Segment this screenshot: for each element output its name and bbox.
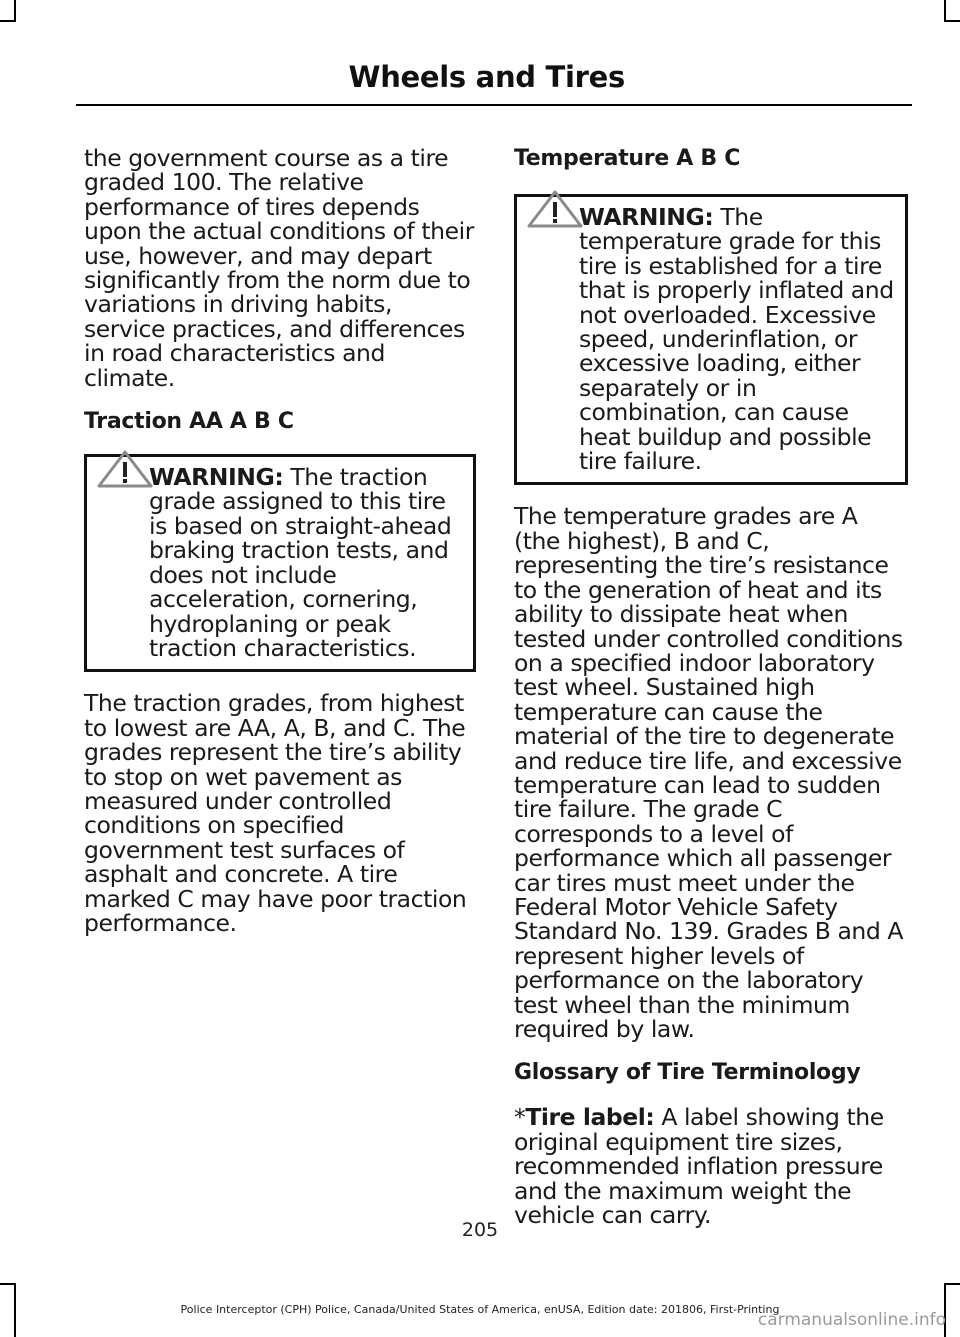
left-column xyxy=(84,146,476,954)
footer-edition-info: Police Interceptor (CPH) Police, Canada/United States of America, enUSA, Edition date: 201806, First-Printing xyxy=(180,1303,780,1316)
intro-paragraph: the government course as a tire graded 100. The relative performance of tires depends upon the actual conditions of their use, however, and may depart significantly from the norm due to variations in driving habits, service practices, and differences in road characteristics and climate. xyxy=(84,144,474,392)
glossary-term: Tire label: xyxy=(525,1103,655,1132)
glossary-prefix: * xyxy=(514,1103,526,1132)
crop-mark-bottom-left-h xyxy=(0,1283,16,1285)
section-title: Wheels and Tires xyxy=(348,60,625,94)
temperature-warning-box xyxy=(514,194,908,485)
warning-icon xyxy=(96,449,154,489)
glossary-entry xyxy=(514,1103,908,1230)
crop-mark-top-left-h xyxy=(0,20,16,22)
right-column xyxy=(514,146,908,1246)
warning-text: The traction grade assigned to this tire is based on straight-ahead braking traction tests, and does not include acceleration, cornering, hydroplaning or peak traction characteristics. xyxy=(149,463,452,662)
crop-mark-bottom-right-h xyxy=(944,1283,960,1285)
warning-label: WARNING: xyxy=(149,463,284,492)
traction-paragraph: The traction grades, from highest to lowest are AA, A, B, and C. The grades represent the tire’s ability to stop on wet pavement as measured under controlled conditions on specified government test surfaces of asphalt and concrete. A tire marked C may have poor traction performance. xyxy=(84,689,467,937)
warning-label: WARNING: xyxy=(579,203,714,231)
temperature-paragraph: The temperature grades are A (the highest), B and C, representing the tire’s resistance to the generation of heat and its ability to dissipate heat when tested under controlled conditions on a specified indoor laboratory test wheel. Sustained high temperature can cause the material of the tire to degenerate and reduce tire life, and excessive temperature can lead to sudden tire failure. The grade C corresponds to a level of performance which all passenger car tires must meet under the Federal Motor Vehicle Safety Standard No. 139. Grades B and A represent higher levels of performance on the laboratory test wheel than the minimum required by law. xyxy=(514,502,903,1043)
page-number: 205 xyxy=(461,1219,499,1241)
watermark: carmanualsonline.info xyxy=(757,1310,946,1330)
crop-mark-top-left xyxy=(14,0,16,22)
temperature-heading: Temperature A B C xyxy=(514,146,741,171)
traction-warning-box xyxy=(84,454,476,672)
crop-mark-top-right xyxy=(944,0,946,22)
glossary-heading: Glossary of Tire Terminology xyxy=(514,1060,861,1086)
traction-heading: Traction AA A B C xyxy=(84,409,294,435)
crop-mark-top-right-h xyxy=(944,20,960,22)
header-rule xyxy=(76,104,912,106)
glossary-definition: A label showing the original equipment tire sizes, recommended inflation pressure and the maximum weight the vehicle can carry. xyxy=(514,1103,884,1230)
warning-icon xyxy=(526,189,584,229)
warning-text: The temperature grade for this tire is established for a tire that is properly inflated and not overloaded. Excessive speed, underinflation, or excessive loading, either separately or in combination, can cause heat buildup and possible tire failure. xyxy=(579,203,894,476)
